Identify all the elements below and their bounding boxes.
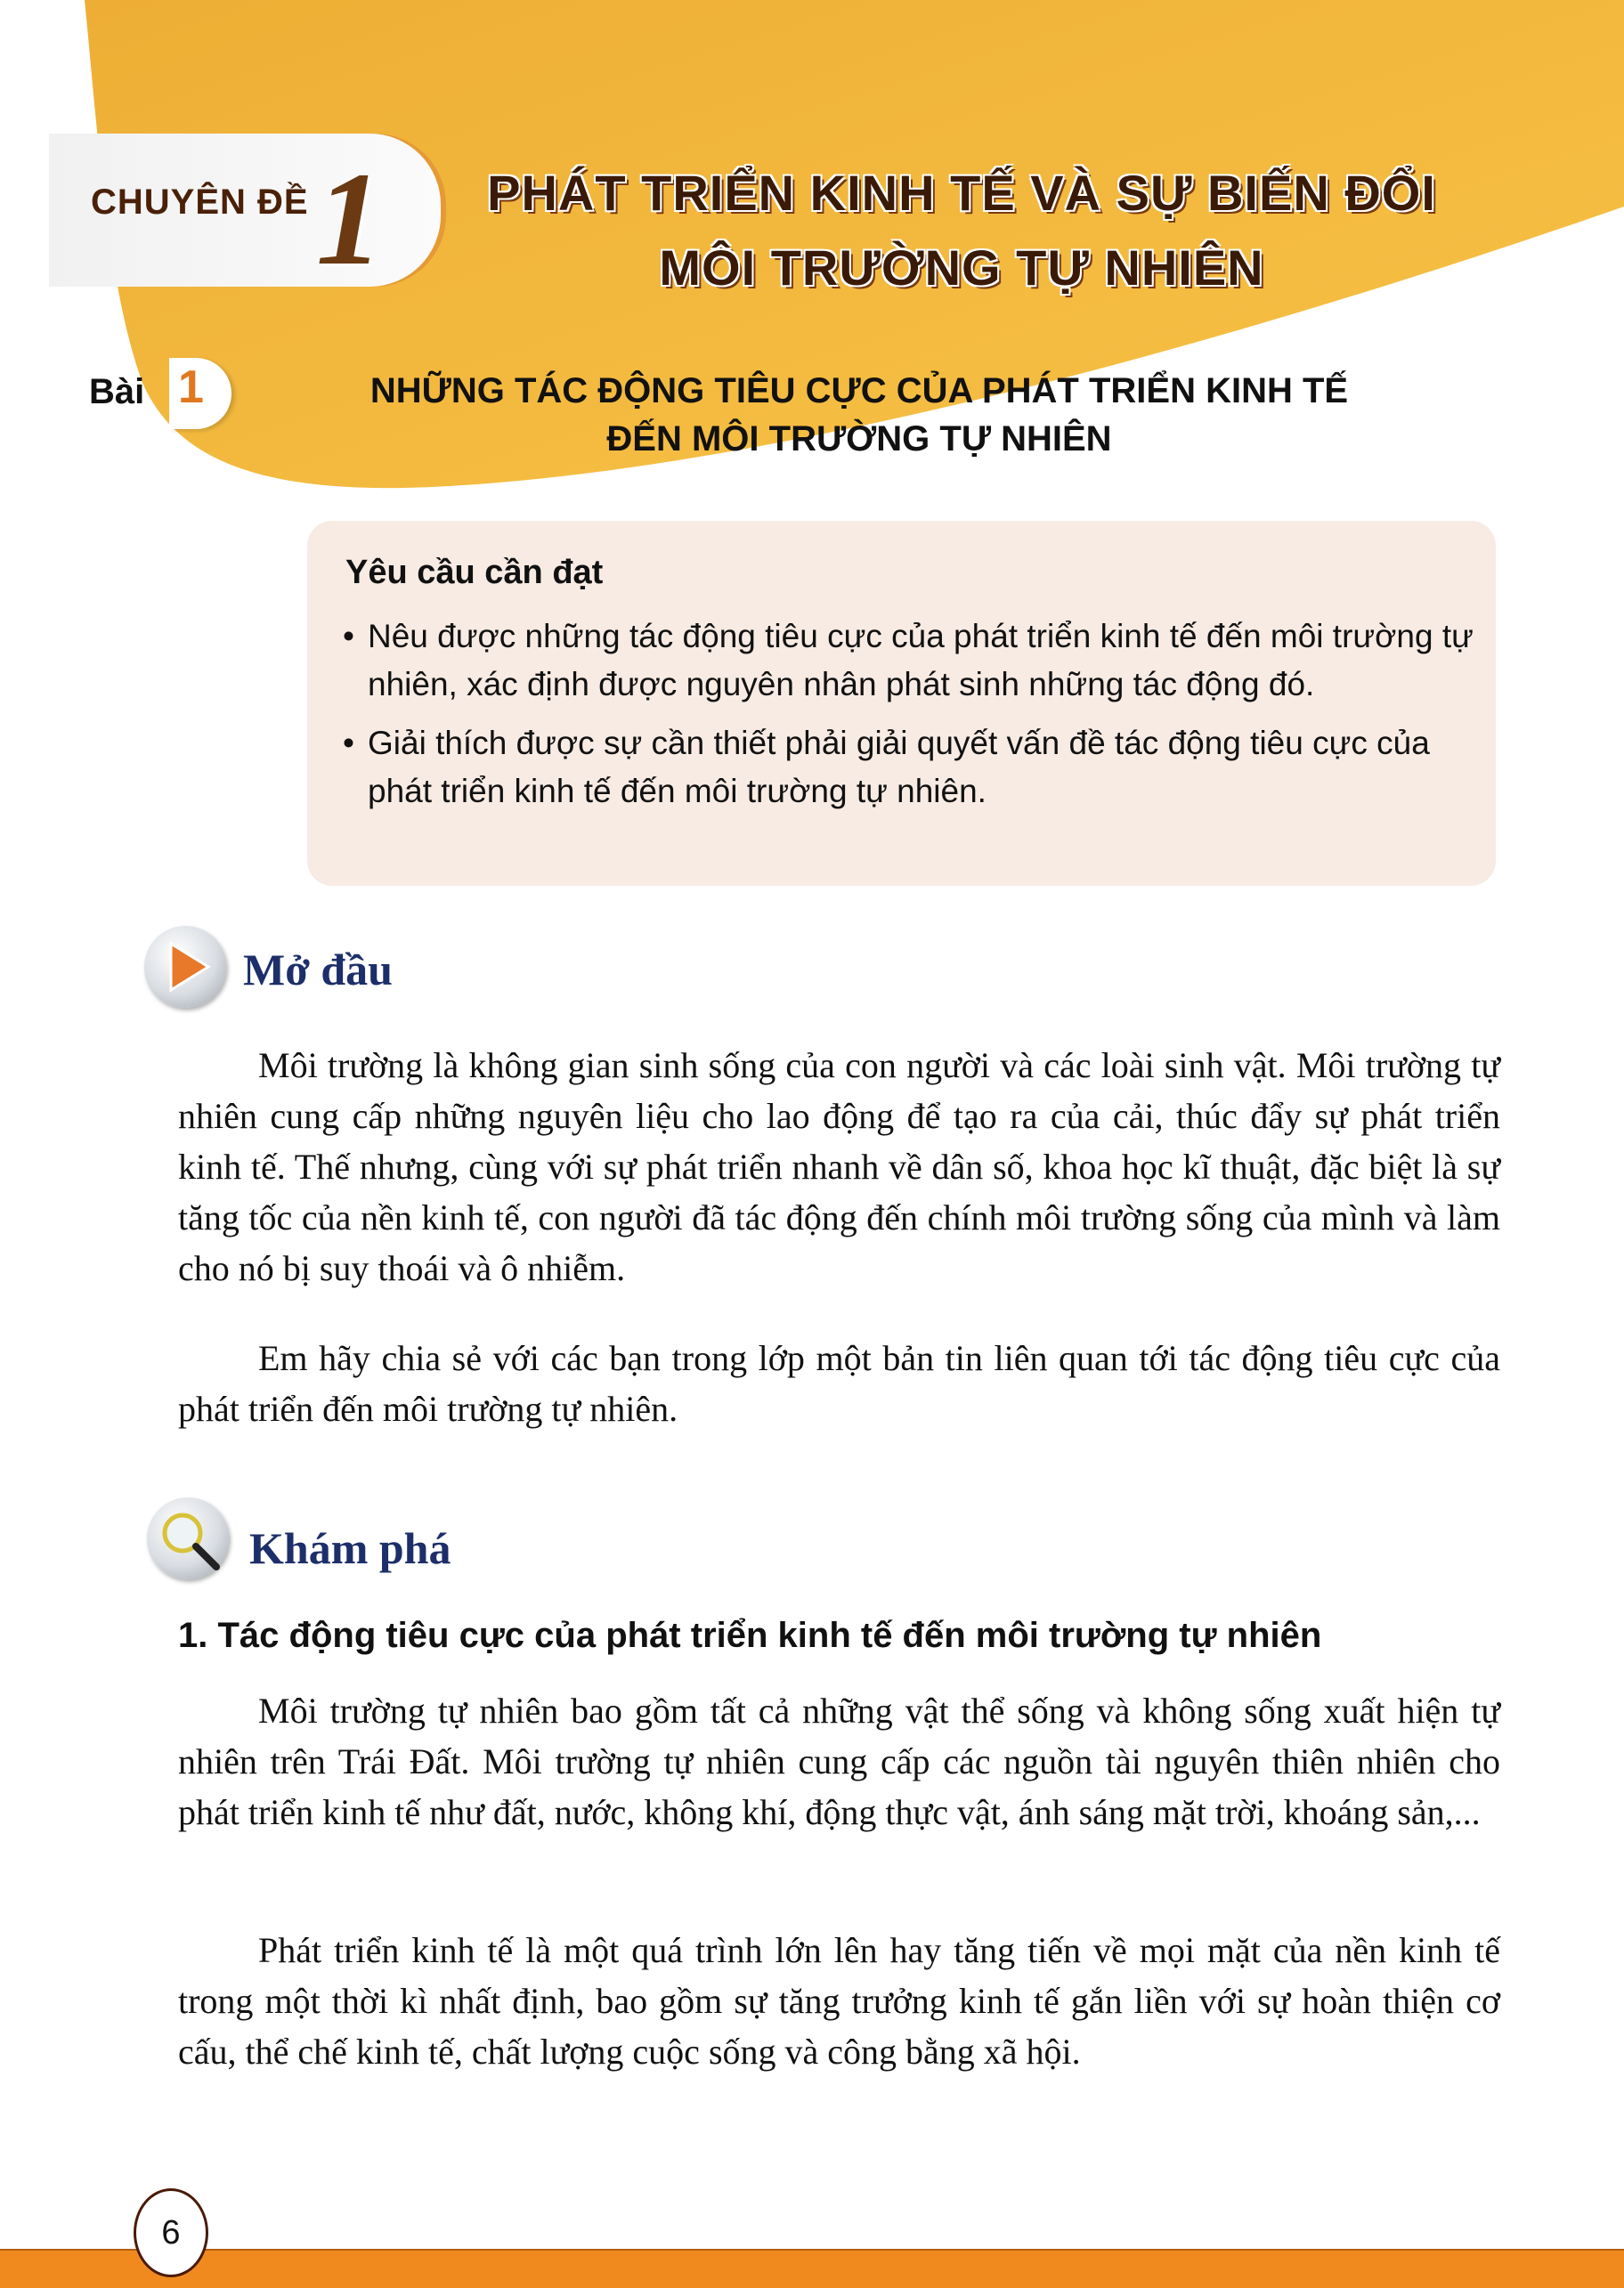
requirement-item: • Giải thích được sự cần thiết phải giải quyết vấn đề tác động tiêu cực của phát triển kinh tế đến môi trường tự nhiên. xyxy=(343,719,1474,815)
topic-number: 1 xyxy=(316,145,383,293)
footer-band xyxy=(0,2249,1624,2288)
topic-title-line: PHÁT TRIỂN KINH TẾ VÀ SỰ BIẾN ĐỔI xyxy=(487,165,1436,221)
lesson-label: Bài xyxy=(89,372,145,411)
topic-label: CHUYÊN ĐỀ xyxy=(91,183,309,222)
page-number: 6 xyxy=(134,2188,208,2277)
topic-title xyxy=(463,156,1460,305)
requirements-title: Yêu cầu cần đạt xyxy=(345,554,604,591)
explore-paragraph: Phát triển kinh tế là một quá trình lớn lên hay tăng tiến về mọi mặt của nền kinh tế trong một thời kì nhất định, bao gồm sự tăng trưởng kinh tế gắn liền với sự hoàn thiện cơ cấu, thể chế kinh tế, chất lượng cuộc sống và công bằng xã hội. xyxy=(178,1930,1500,2072)
intro-heading: Mở đầu xyxy=(243,945,393,994)
play-icon xyxy=(144,926,226,1008)
requirement-item: • Nêu được những tác động tiêu cực của phát triển kinh tế đến môi trường tự nhiên, xác định được nguyên nhân phát sinh những tác động đó. xyxy=(343,613,1474,709)
explore-heading: Khám phá xyxy=(249,1523,451,1573)
magnifier-icon xyxy=(147,1497,229,1579)
section-title: 1. Tác động tiêu cực của phát triển kinh tế đến môi trường tự nhiên xyxy=(178,1616,1322,1655)
lesson-title-line: ĐẾN MÔI TRƯỜNG TỰ NHIÊN xyxy=(606,419,1112,458)
lesson-title-line: NHỮNG TÁC ĐỘNG TIÊU CỰC CỦA PHÁT TRIỂN KINH TẾ xyxy=(369,371,1349,410)
intro-paragraph: Môi trường là không gian sinh sống của con người và các loài sinh vật. Môi trường tự nhiên cung cấp những nguyên liệu cho lao động để tạo ra của cải, thúc đẩy sự phát triển kinh tế. Thế nhưng, cùng với sự phát triển nhanh về dân số, khoa học kĩ thuật, đặc biệt là sự tăng tốc của nền kinh tế, con người đã tác động đến chính môi trường sống của mình và làm cho nó bị suy thoái và ô nhiễm. xyxy=(178,1045,1500,1288)
explore-paragraph: Môi trường tự nhiên bao gồm tất cả những vật thể sống và không sống xuất hiện tự nhiên trên Trái Đất. Môi trường tự nhiên cung cấp các nguồn tài nguyên thiên nhiên cho phát triển kinh tế như đất, nước, không khí, động thực vật, ánh sáng mặt trời, khoáng sản,... xyxy=(178,1691,1500,1832)
topic-title-line: MÔI TRƯỜNG TỰ NHIÊN xyxy=(659,239,1264,296)
requirements-list xyxy=(343,613,1474,826)
intro-paragraph: Em hãy chia sẻ với các bạn trong lớp một bản tin liên quan tới tác động tiêu cực của phát triển đến môi trường tự nhiên. xyxy=(178,1338,1500,1429)
lesson-number: 1 xyxy=(178,361,204,413)
lesson-title xyxy=(294,367,1425,463)
